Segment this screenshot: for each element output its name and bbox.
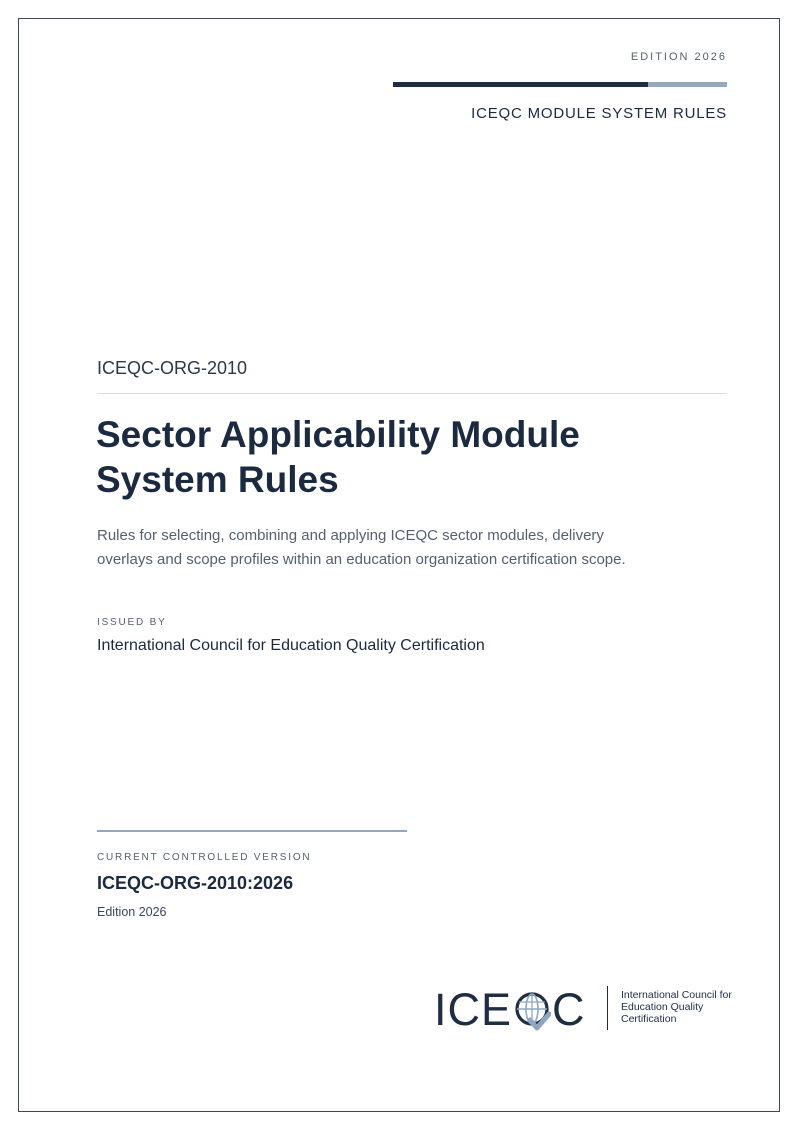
edition-label-top: EDITION 2026 — [630, 51, 727, 63]
series-title: ICEQC MODULE SYSTEM RULES — [471, 105, 727, 122]
document-code: ICEQC-ORG-2010 — [97, 358, 248, 378]
logo-word-part2: C — [552, 984, 586, 1035]
logo-divider — [607, 986, 608, 1030]
controlled-version-label: CURRENT CONTROLLED VERSION — [97, 852, 312, 863]
document-title-line1: Sector Applicability Module — [96, 414, 580, 455]
logo-text-line3: Certification — [621, 1013, 677, 1025]
header-accent-bar — [393, 82, 727, 87]
controlled-version-edition: Edition 2026 — [97, 905, 167, 919]
title-divider — [97, 393, 727, 394]
controlled-version-code: ICEQC-ORG-2010:2026 — [97, 873, 294, 893]
document-title-line2: System Rules — [96, 459, 339, 500]
globe-check-icon — [513, 988, 551, 1032]
logo-organization-name — [621, 989, 741, 1025]
logo-text-line2: Education Quality — [621, 1001, 704, 1013]
logo-word-part1: ICE — [434, 984, 513, 1035]
issued-by-label: ISSUED BY — [97, 617, 167, 628]
issuer-name: International Council for Education Quality Certification — [97, 637, 485, 654]
header-accent-bar-dark — [393, 82, 648, 87]
document-subtitle-line2: overlays and scope profiles within an education organization certification scope. — [97, 551, 626, 568]
logo-wordmark — [434, 984, 586, 1036]
document-subtitle-line1: Rules for selecting, combining and applying ICEQC sector modules, delivery — [97, 527, 604, 544]
iceqc-logo — [434, 984, 734, 1036]
logo-text-line1: International Council for — [621, 989, 732, 1001]
document-title — [96, 412, 726, 502]
version-divider — [97, 830, 407, 832]
document-subtitle — [97, 524, 697, 572]
header-accent-bar-light — [648, 82, 727, 87]
